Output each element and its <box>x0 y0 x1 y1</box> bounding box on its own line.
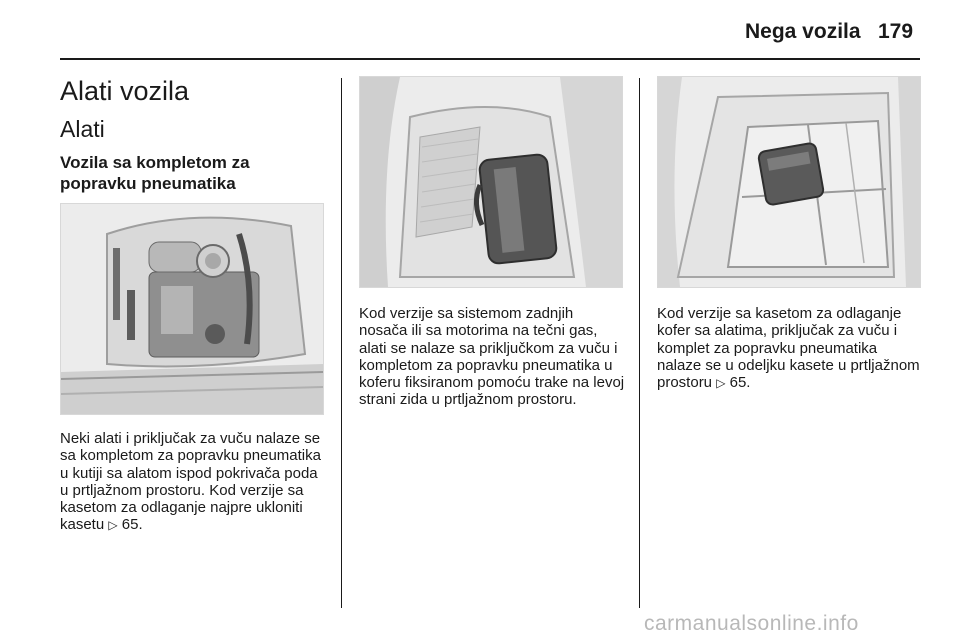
figure-storage-cassette <box>657 76 921 288</box>
paragraph-text: Neki alati i priključak za vuču nalaze se sa kompletom za popravku pneumatika u kutiji sa alatom ispod pokrivača poda u prtljažnom prostoru. Kod verzije sa kasetom za odlaganje najpre ukloniti kasetu <box>60 430 321 534</box>
paragraph-under-floor <box>60 430 326 535</box>
header-rule <box>60 58 920 60</box>
figure-case-side-wall <box>359 76 623 288</box>
watermark: carmanualsonline.info <box>644 612 859 635</box>
header-title: Nega vozila <box>745 20 861 43</box>
page-number: 179 <box>878 20 914 43</box>
page-reference: 65. <box>121 516 143 534</box>
triangle-right-icon: ▷ <box>716 376 726 391</box>
paragraph-cassette <box>657 305 923 392</box>
paragraph-text: Kod verzije sa sistemom zadnjih nosača ili sa motorima na tečni gas, alati se nalaze sa priključkom za vuču i kompletom za popravku pneumatika u koferu fiksiranom pomoću trake na levoj strani zida u prtljažnom prostoru. <box>359 305 625 409</box>
paragraph-case-side <box>359 305 625 409</box>
subsection-title: Alati <box>60 116 105 142</box>
column-divider <box>341 78 342 608</box>
page-reference: 65. <box>729 374 751 392</box>
column-divider <box>639 78 640 608</box>
triangle-right-icon: ▷ <box>108 518 118 533</box>
section-title: Alati vozila <box>60 76 190 106</box>
heading-tire-repair-kit: Vozila sa kompletom za popravku pneumatika <box>60 153 250 193</box>
paragraph-text: Kod verzije sa kasetom za odlaganje kofer sa alatima, priključak za vuču i komplet za popravku pneumatika nalaze se u odeljku kasete u prtljažnom prostoru <box>657 305 920 392</box>
figure-tool-kit-under-floor <box>60 203 324 415</box>
